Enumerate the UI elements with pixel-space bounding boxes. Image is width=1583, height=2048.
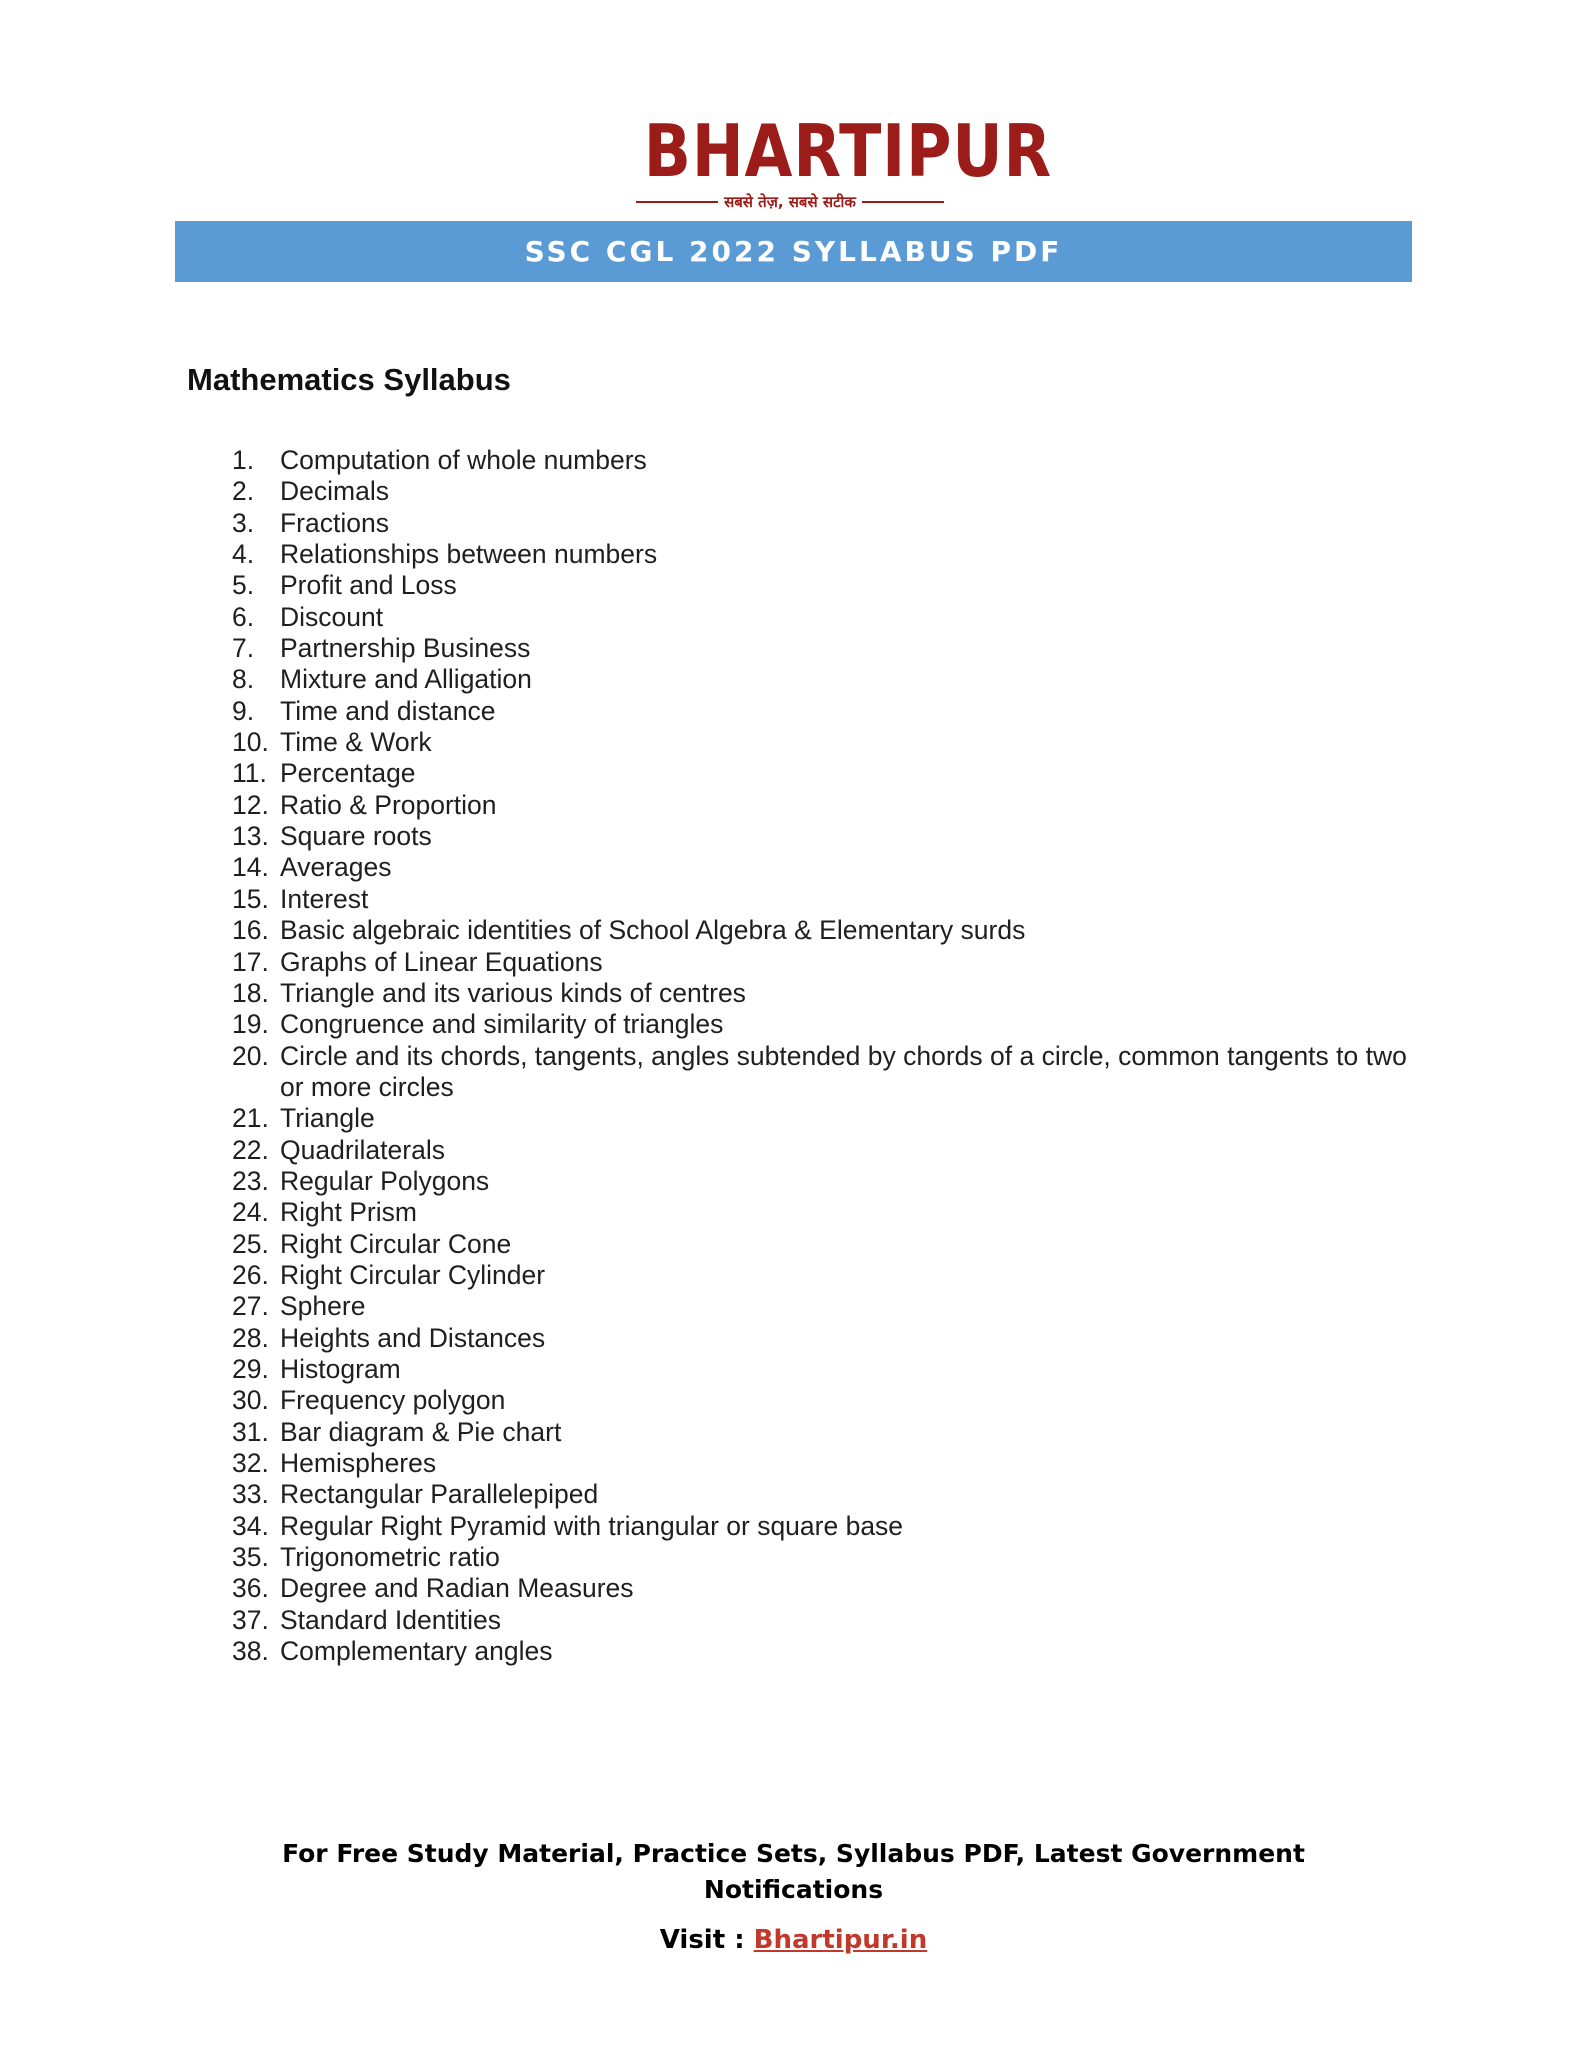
list-item [232,1229,1412,1260]
list-item-text: Regular Polygons [280,1165,490,1196]
list-item-text: Hemispheres [280,1448,437,1478]
list-item-number: 6. [232,601,255,632]
title-banner [175,221,1412,282]
list-item-text: Square roots [280,821,432,852]
list-item-number: 25. [232,1228,269,1259]
list-item [232,1354,1412,1385]
list-item [232,476,1412,507]
list-item-text: Frequency polygon [280,1385,506,1416]
list-item [232,539,1412,570]
list-item [232,664,1412,695]
list-item-number: 13. [232,821,269,852]
list-item [232,790,1412,821]
list-item-text: Triangle and its various kinds of centres [280,977,746,1008]
list-item [232,1166,1412,1197]
list-item-text: Right Circular Cone [280,1228,512,1259]
banner-title: SSC CGL 2022 SYLLABUS PDF [524,235,1063,268]
list-item-text: Fractions [280,507,389,538]
list-item-number: 38. [232,1636,269,1667]
list-item-text: Ratio & Proportion [280,789,497,820]
footer-visit [175,1922,1412,1958]
logo-wordmark: BHARTIPUR [643,109,1053,193]
list-item [232,727,1412,758]
list-item-number: 23. [232,1165,269,1196]
logo-rule-right [862,201,944,203]
list-item-number: 19. [232,1009,269,1040]
list-item-number: 31. [232,1416,269,1447]
list-item-number: 29. [232,1353,269,1384]
list-item [232,1260,1412,1291]
list-item [232,1323,1412,1354]
list-item-number: 1. [232,445,255,475]
list-item-number: 11. [232,758,267,789]
list-item [232,758,1412,789]
list-item [232,602,1412,633]
list-item-text: Degree and Radian Measures [280,1573,634,1604]
list-item-number: 27. [232,1291,269,1322]
list-item [232,633,1412,664]
footer-line-1: For Free Study Material, Practice Sets, Syllabus PDF, Latest Government [282,1839,1305,1868]
list-item [232,1385,1412,1416]
list-item-number: 26. [232,1259,269,1290]
list-item-number: 5. [232,570,255,601]
list-item [232,1605,1412,1636]
list-item [232,508,1412,539]
list-item [232,1573,1412,1604]
list-item [232,1448,1412,1479]
list-item-number: 12. [232,789,269,820]
list-item [232,1479,1412,1510]
footer [175,1836,1412,1958]
list-item-number: 37. [232,1604,269,1635]
list-item [232,852,1412,883]
list-item-text: Interest [280,883,369,914]
list-item [232,696,1412,727]
list-item [232,1417,1412,1448]
list-item-text: Rectangular Parallelepiped [280,1479,599,1510]
list-item-number: 15. [232,883,269,914]
list-item-number: 20. [232,1040,269,1071]
list-item-number: 3. [232,507,255,538]
footer-website-link[interactable]: Bhartipur.in [753,1925,928,1955]
list-item-number: 32. [232,1448,269,1478]
list-item-number: 22. [232,1134,269,1165]
list-item-text: Partnership Business [280,633,531,664]
list-item [232,1636,1412,1667]
list-item-number: 24. [232,1197,269,1228]
list-item [232,978,1412,1009]
list-item [232,821,1412,852]
logo-tagline-row [620,192,960,212]
brand-logo [620,109,1053,212]
list-item-text: Time and distance [280,695,496,726]
list-item-text: Sphere [280,1291,366,1322]
list-item-number: 8. [232,664,255,695]
list-item-number: 17. [232,946,269,977]
list-item-number: 28. [232,1322,269,1353]
section-title: Mathematics Syllabus [187,362,511,397]
list-item [232,1291,1412,1322]
list-item [232,445,1412,476]
list-item-text: Right Circular Cylinder [280,1259,546,1290]
syllabus-list [232,445,1412,1667]
list-item-text: Complementary angles [280,1636,553,1667]
list-item-text: Time & Work [280,727,432,758]
list-item-text: Averages [280,852,392,883]
list-item [232,1511,1412,1542]
list-item-number: 14. [232,852,269,883]
list-item [232,1103,1412,1134]
list-item [232,884,1412,915]
footer-visit-label: Visit : [659,1925,754,1955]
list-item-number: 2. [232,476,255,507]
list-item-number: 9. [232,695,255,726]
list-item-text: Profit and Loss [280,570,457,601]
list-item-number: 33. [232,1479,269,1510]
list-item [232,915,1412,946]
list-item-text: Histogram [280,1353,401,1384]
list-item-text: Discount [280,601,384,632]
list-item-text: Trigonometric ratio [280,1542,500,1573]
list-item [232,1135,1412,1166]
list-item-text: Congruence and similarity of triangles [280,1009,724,1040]
list-item-text: Standard Identities [280,1604,501,1635]
list-item-number: 10. [232,727,269,758]
list-item-number: 16. [232,915,269,946]
list-item-text: Triangle [280,1103,375,1134]
list-item [232,1041,1412,1104]
list-item-text: Heights and Distances [280,1322,546,1353]
list-item-number: 35. [232,1542,269,1573]
list-item-text: Basic algebraic identities of School Algebra & Elementary surds [280,915,1026,946]
list-item-text: Circle and its chords, tangents, angles subtended by chords of a circle, common tangents to two or more circles [280,1040,1407,1102]
list-item-text: Bar diagram & Pie chart [280,1416,562,1447]
logo-rule-left [636,201,718,203]
list-item [232,1542,1412,1573]
list-item-text: Mixture and Alligation [280,664,532,695]
list-item [232,1197,1412,1228]
list-item [232,947,1412,978]
list-item-text: Decimals [280,476,389,507]
list-item-text: Computation of whole numbers [280,445,647,475]
list-item-text: Right Prism [280,1197,417,1228]
list-item-text: Regular Right Pyramid with triangular or square base [280,1510,904,1541]
list-item-number: 30. [232,1385,269,1416]
logo-tagline: सबसे तेज़, सबसे सटीक [724,193,856,211]
list-item-number: 18. [232,977,269,1008]
list-item-number: 7. [232,633,255,664]
list-item-text: Quadrilaterals [280,1134,445,1165]
list-item-text: Relationships between numbers [280,539,658,570]
list-item-text: Percentage [280,758,416,789]
footer-line-2: Notifications [703,1875,884,1904]
list-item-number: 36. [232,1573,269,1604]
list-item-number: 21. [232,1103,269,1134]
list-item [232,1009,1412,1040]
list-item [232,570,1412,601]
list-item-text: Graphs of Linear Equations [280,946,603,977]
list-item-number: 34. [232,1510,269,1541]
list-item-number: 4. [232,539,255,570]
